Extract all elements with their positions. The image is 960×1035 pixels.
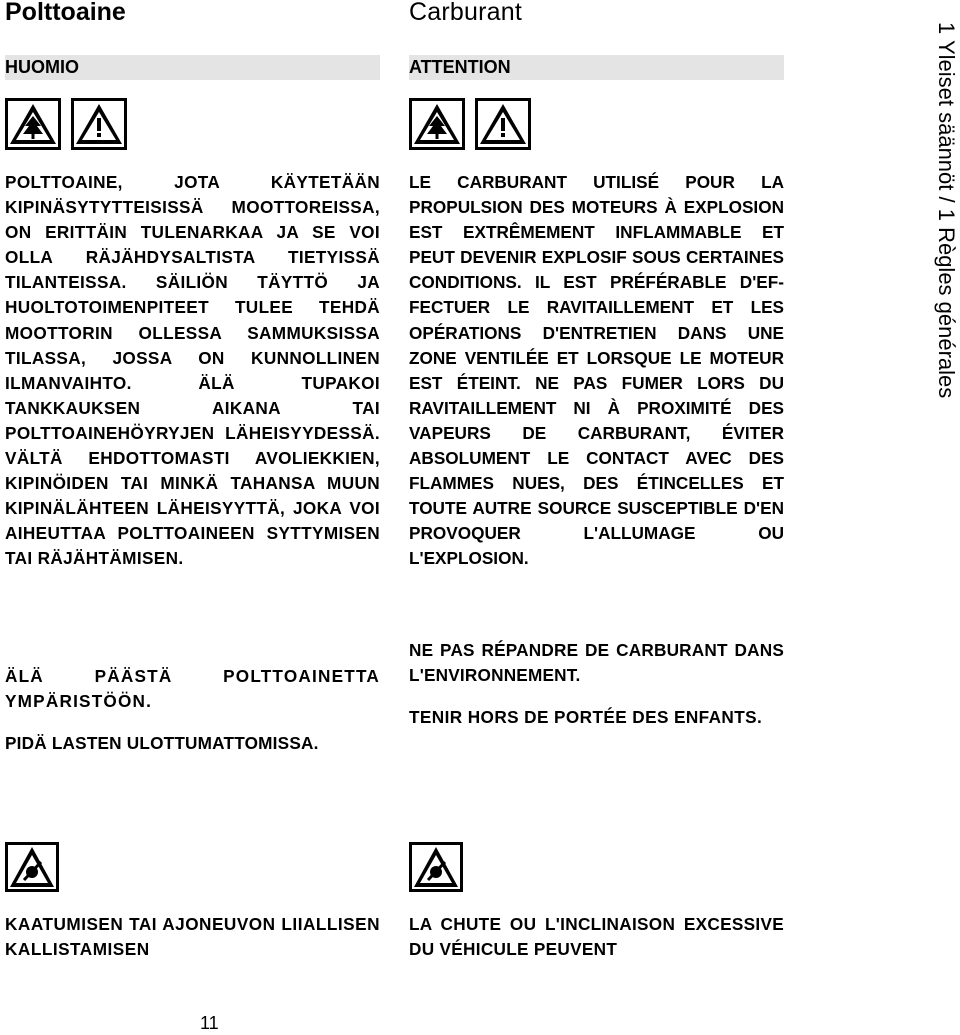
- environment-warning: ÄLÄ PÄÄSTÄ POLTTOAINETTA YMPÄRISTÖÖN.: [5, 666, 380, 712]
- children-warning: PIDÄ LASTEN ULOTTUMATTOMISSA.: [5, 733, 319, 753]
- finnish-column: [5, 0, 380, 960]
- tip-over-hazard-icon: [409, 842, 463, 892]
- children-warning: TENIR HORS DE PORTÉE DES ENFANTS.: [409, 707, 763, 727]
- general-warning-triangle-icon: [475, 98, 531, 150]
- chapter-side-label: [929, 22, 959, 472]
- section-title: Polttoaine: [5, 0, 126, 26]
- french-column: [409, 0, 784, 960]
- notice-label: ATTENTION: [409, 57, 511, 77]
- notice-label: HUOMIO: [5, 57, 79, 77]
- tipping-warning: LA CHUTE OU L'INCLINAISON EXCESSIVE DU VÉHICULE PEUVENT: [409, 914, 784, 960]
- flammable-fire-warning-icon: [409, 98, 465, 150]
- notice-band: [5, 55, 380, 80]
- tipping-warning: KAATUMISEN TAI AJONEUVON LIIALLISEN KALLISTAMISEN: [5, 914, 380, 960]
- fuel-warning-paragraph: LE CARBURANT UTILISÉ POUR LA PROPULSION DES MOTEURS À EXPLOSION EST EXTRÊMEMENT INFLAMMABLE ET PEUT DEVENIR EXPLOSIF SOUS CERTAINES CONDITIONS. IL EST PRÉFÉRABLE D'EFFECTUER LE RAVITAILLEMENT ET LES OPÉRATIONS D'ENTRETIEN DANS UNE ZONE VENTILÉE ET LORSQUE LE MOTEUR EST ÉTEINT. NE PAS FUMER LORS DU RAVITAILLEMENT NI À PROXIMITÉ DES VAPEURS DE CARBURANT, ÉVITER ABSOLUMENT LE CONTACT AVEC DES FLAMMES NUES, DES ÉTINCELLES ET TOUTE AUTRE SOURCE SUSCEPTIBLE D'EN PROVOQUER L'ALLUMAGE OU L'EXPLOSION.: [409, 172, 784, 569]
- general-warning-triangle-icon: [71, 98, 127, 150]
- environment-warning: NE PAS RÉPANDRE DE CARBURANT DANS L'ENVIRONNEMENT.: [409, 640, 784, 686]
- page-number: 11: [200, 1013, 219, 1033]
- chapter-side-label-text: 1 Yleiset säännöt / 1 Règles générales: [934, 22, 959, 399]
- notice-band: [409, 55, 784, 80]
- section-title: Carburant: [409, 0, 522, 26]
- tip-over-hazard-icon: [5, 842, 59, 892]
- flammable-fire-warning-icon: [5, 98, 61, 150]
- fuel-warning-paragraph: POLTTOAINE, JOTA KÄYTETÄÄN KIPINÄSYTYTTEISISSÄ MOOTTOREISSA, ON ERITTÄIN TULENARKAA JA SE VOI OLLA RÄJÄHDYSALTISTA TIETYISSÄ TILANTEISSA. SÄILIÖN TÄYTTÖ JA HUOLTOTOIMENPITEET TULEE TEHDÄ MOOTTORIN OLLESSA SAMMUKSISSA TILASSA, JOSSA ON KUNNOLLINEN ILMANVAIHTO. ÄLÄ TUPAKOI TANKKAUKSEN AIKANA TAI POLTTOAINEHÖYRYJEN LÄHEISYYDESSÄ. VÄLTÄ EHDOTTOMASTI AVOLIEKKIEN, KIPINÖIDEN TAI MINKÄ TAHANSA MUUN KIPINÄLÄHTEEN LÄHEISYYTTÄ, JOKA VOI AIHEUTTAA POLTTOAINEEN SYTTYMISEN TAI RÄJÄHTÄMISEN.: [5, 172, 380, 569]
